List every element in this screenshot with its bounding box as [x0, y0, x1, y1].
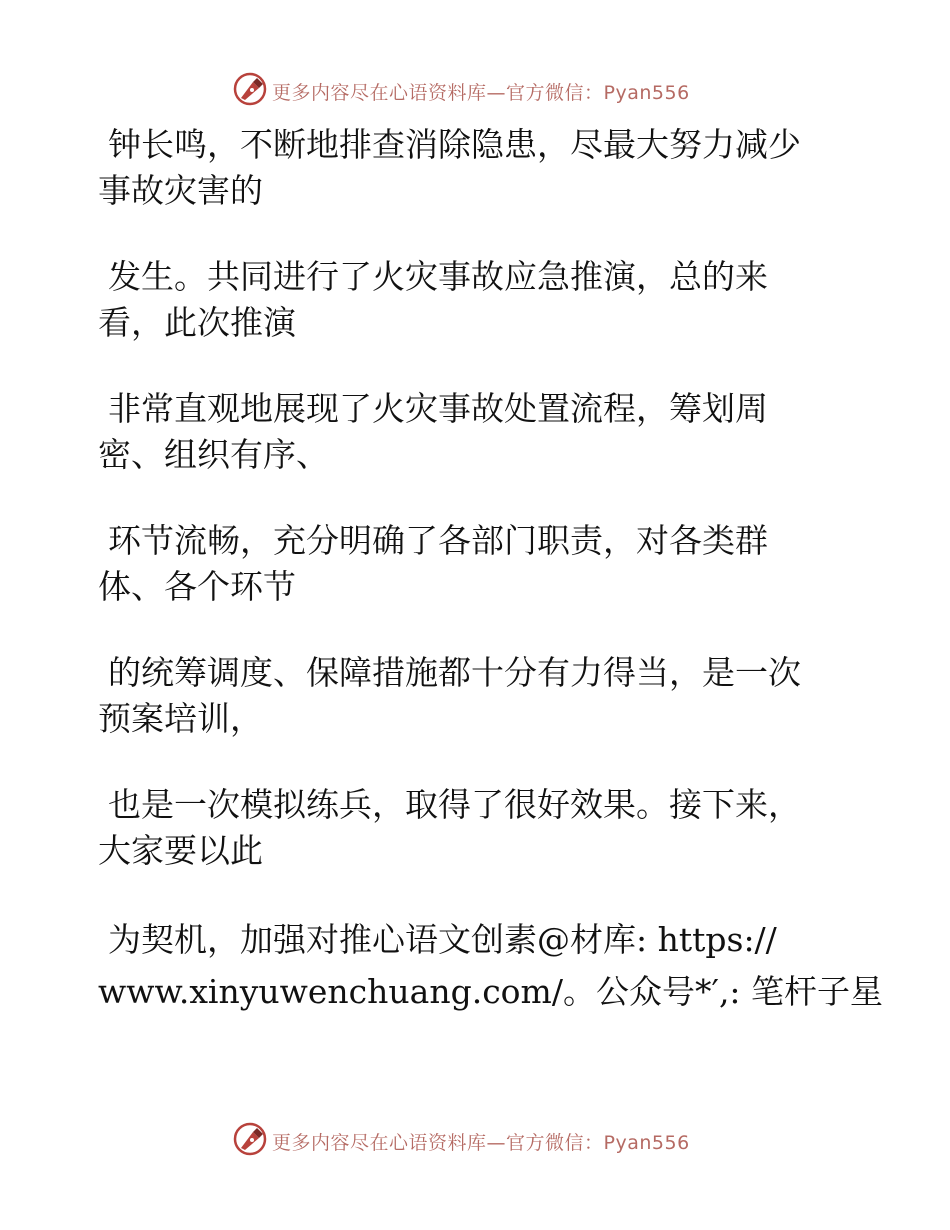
- text-line: 大家要以此: [98, 831, 263, 870]
- paragraph: [98, 518, 858, 610]
- document-body: [98, 122, 884, 1018]
- text-line: 事故灾害的: [98, 171, 263, 210]
- text-line: 发生。共同进行了火灾事故应急推演，总的来: [108, 257, 768, 296]
- pen-nib-logo-icon: [233, 72, 267, 106]
- text-line: 也是一次模拟练兵，取得了很好效果。接下来，: [108, 785, 801, 824]
- header-text: 更多内容尽在心语资料库—官方微信：Pyan556: [272, 82, 690, 104]
- footer-banner: [0, 1120, 950, 1160]
- footer-text: 更多内容尽在心语资料库—官方微信：Pyan556: [272, 1132, 690, 1154]
- text-line: 预案培训，: [98, 699, 263, 738]
- text-line: 看，此次推演: [98, 303, 296, 342]
- paragraph: [98, 782, 858, 874]
- paragraph: [98, 650, 858, 742]
- text-line: 的统筹调度、保障措施都十分有力得当，是一次: [108, 653, 801, 692]
- paragraph: [98, 914, 884, 1018]
- pen-nib-logo-icon: [233, 1122, 267, 1156]
- paragraph: [98, 122, 858, 214]
- text-line: 体、各个环节: [98, 567, 296, 606]
- text-line: 为契机，加强对推心语文创素@材库: https://: [108, 920, 777, 959]
- url-text-line: www.xinyuwenchuang.com/。公众号*′,: 笔杆子星: [98, 972, 884, 1011]
- text-line: 非常直观地展现了火灾事故处置流程，筹划周: [108, 389, 768, 428]
- paragraph: [98, 386, 858, 478]
- text-line: 环节流畅，充分明确了各部门职责，对各类群: [108, 521, 768, 560]
- paragraph: [98, 254, 858, 346]
- text-line: 密、组织有序、: [98, 435, 329, 474]
- header-banner: [0, 70, 950, 110]
- text-line: 钟长鸣，不断地排查消除隐患，尽最大努力减少: [108, 125, 801, 164]
